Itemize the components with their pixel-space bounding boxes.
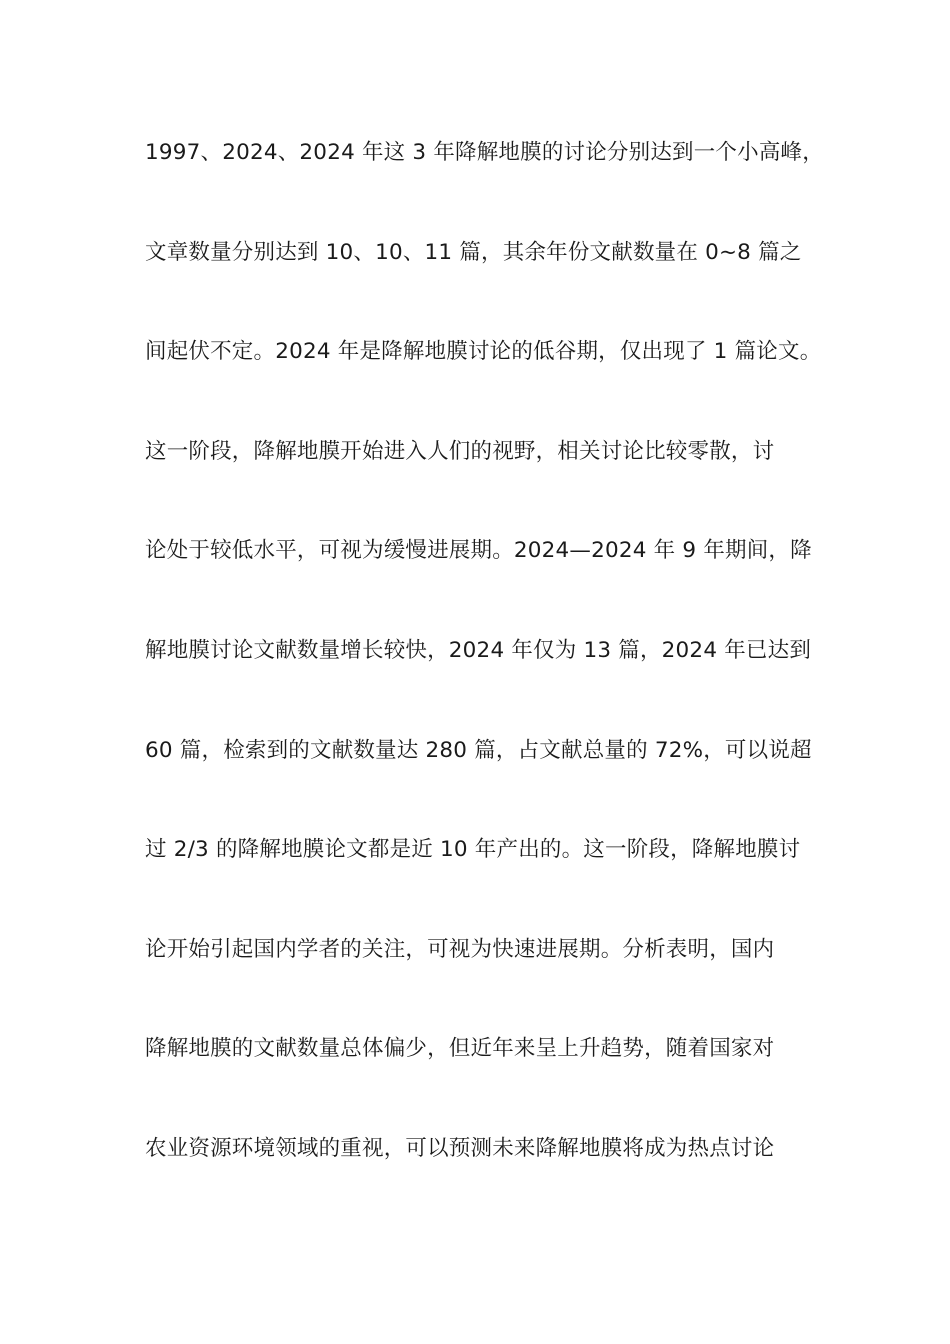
text-line: 论处于较低水平，可视为缓慢进展期。2024—2024 年 9 年期间，降 [145, 538, 812, 564]
body-paragraph [145, 131, 835, 1227]
text-line: 过 2/3 的降解地膜论文都是近 10 年产出的。这一阶段，降解地膜讨 [145, 837, 801, 863]
text-line: 1997、2024、2024 年这 3 年降解地膜的讨论分别达到一个小高峰， [145, 140, 824, 165]
text-line: 论开始引起国内学者的关注，可视为快速进展期。分析表明，国内 [145, 936, 775, 962]
text-line: 文章数量分别达到 10、10、11 篇，其余年份文献数量在 0~8 篇之 [145, 239, 802, 265]
text-line: 这一阶段，降解地膜开始进入人们的视野，相关讨论比较零散，讨 [145, 438, 775, 464]
text-line: 农业资源环境领域的重视，可以预测未来降解地膜将成为热点讨论 [145, 1135, 775, 1161]
text-line: 间起伏不定。2024 年是降解地膜讨论的低谷期，仅出现了 1 篇论文。 [145, 339, 822, 365]
text-line: 60 篇，检索到的文献数量达 280 篇，占文献总量的 72%，可以说超 [145, 737, 812, 763]
text-line: 解地膜讨论文献数量增长较快，2024 年仅为 13 篇，2024 年已达到 [145, 637, 812, 663]
text-line: 降解地膜的文献数量总体偏少，但近年来呈上升趋势，随着国家对 [145, 1036, 775, 1062]
